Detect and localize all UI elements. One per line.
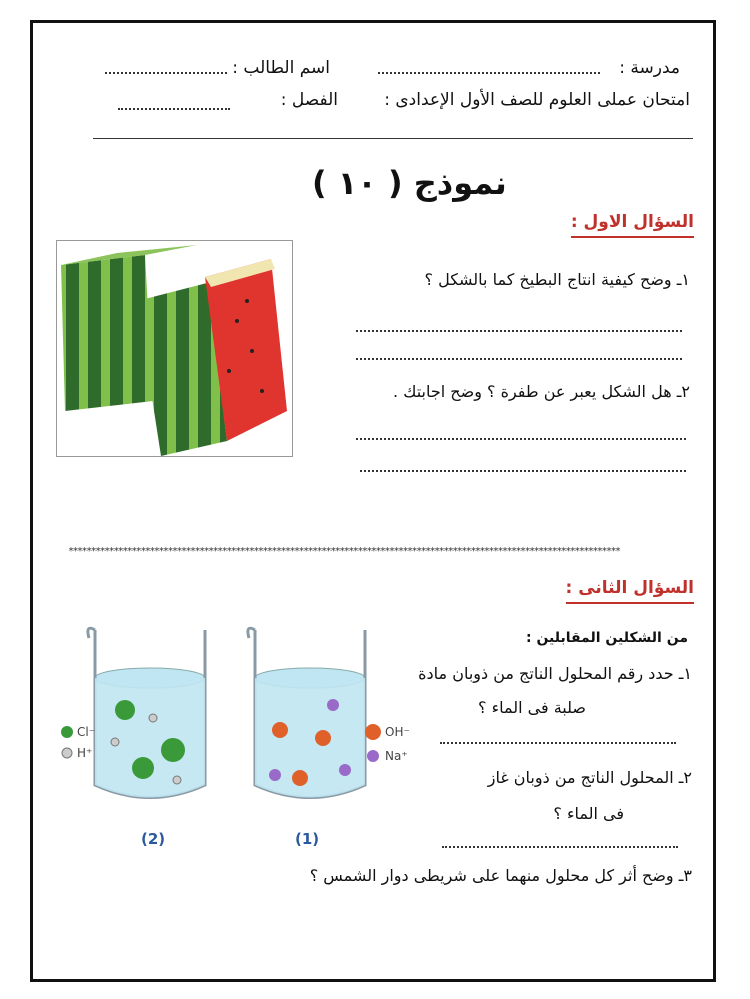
beaker-1-label: (1) [295,830,320,848]
answer-line-2[interactable] [356,358,682,360]
class-label: الفصل : [280,90,338,110]
answer-line-6[interactable] [442,846,678,848]
beakers-figure [55,610,435,860]
question2-heading: السؤال الثانى : [566,578,695,604]
question1-item2: ٢ـ هل الشكل يعبر عن طفرة ؟ وضح اجابتك . [393,382,690,401]
question1-heading: السؤال الاول : [571,212,694,238]
square-watermelon-image [56,240,293,457]
answer-line-4[interactable] [360,470,686,472]
question1-item1: ١ـ وضح كيفية انتاج البطيخ كما بالشكل ؟ [424,270,690,289]
ion-label-cl: Cl⁻ [77,725,96,739]
ion-label-oh: OH⁻ [385,725,410,739]
question2-item3: ٣ـ وضح أثر كل محلول منهما على شريطى دوار الشمس ؟ [309,866,692,885]
question2-item1-line2: صلبة فى الماء ؟ [478,698,586,717]
beaker-2 [88,628,205,797]
question2-intro: من الشكلين المقابلين : [525,630,688,646]
school-answer-line[interactable] [378,72,600,74]
model-title: نموذج ( ١٠ ) [312,164,507,202]
beaker-1 [248,628,365,797]
class-answer-line[interactable] [118,108,230,110]
ion-label-na: Na⁺ [385,749,408,763]
answer-line-1[interactable] [356,330,682,332]
answer-line-5[interactable] [440,742,676,744]
section-separator: ************************************************************************************************************************** [68,546,620,556]
student-name-label: اسم الطالب : [232,58,330,78]
ion-label-h: H⁺ [77,746,93,760]
question2-item2-line2: فى الماء ؟ [553,804,624,823]
school-label: مدرسة : [619,58,680,78]
answer-line-3[interactable] [356,438,686,440]
student-name-answer-line[interactable] [105,72,227,74]
beaker-2-label: (2) [141,830,166,848]
header-divider [93,138,693,139]
exam-title: امتحان عملى العلوم للصف الأول الإعدادى : [384,90,690,110]
question2-item2-line1: ٢ـ المحلول الناتج من ذوبان غاز [487,768,692,787]
question2-item1-line1: ١ـ حدد رقم المحلول الناتج من ذوبان مادة [418,664,692,683]
